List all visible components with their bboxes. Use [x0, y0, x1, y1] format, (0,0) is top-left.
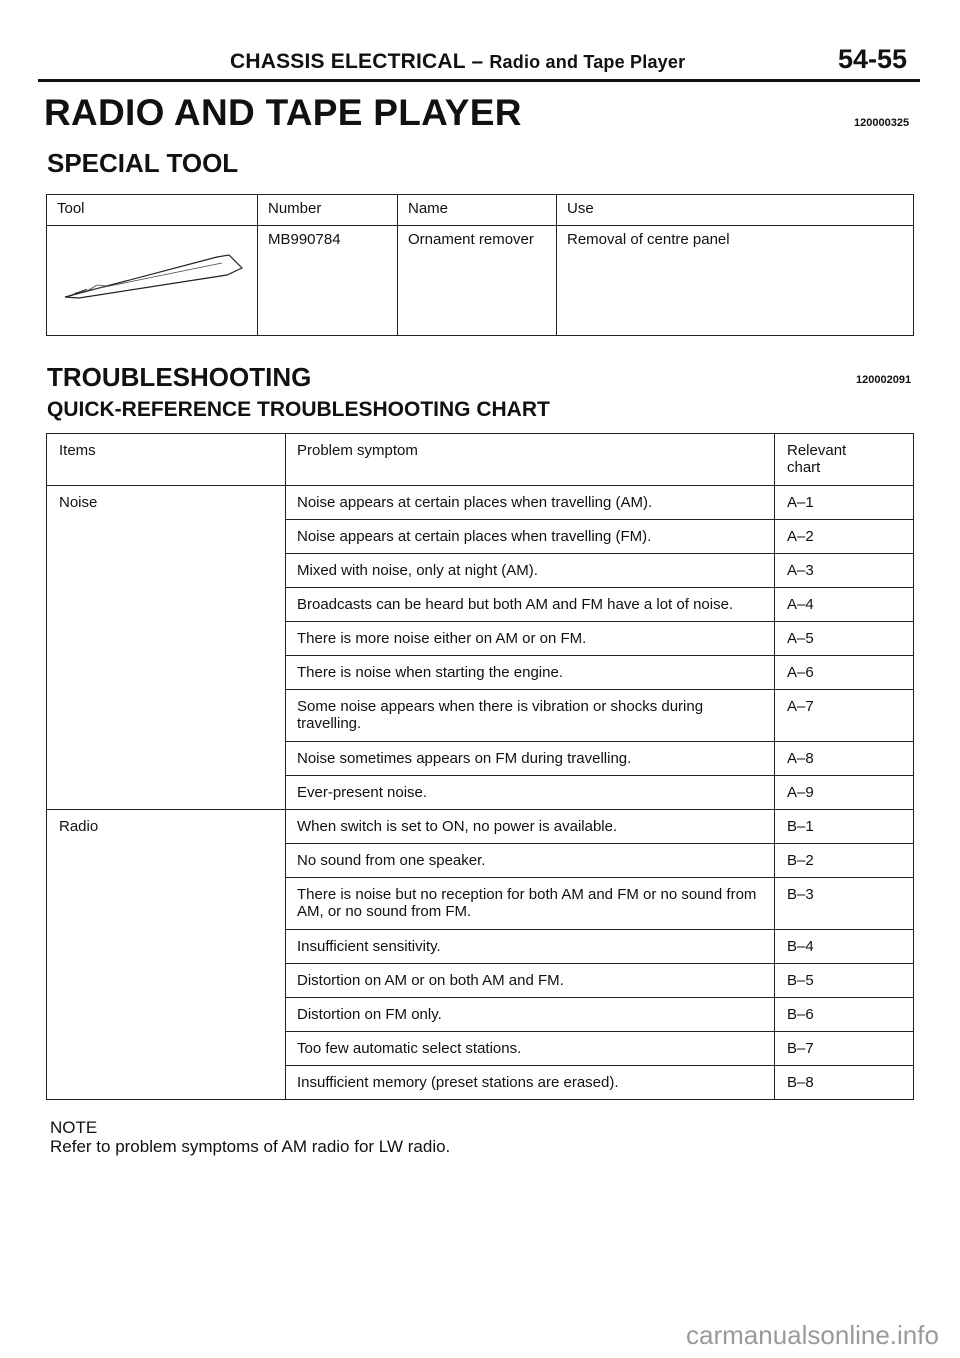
title-code: 120000325 [854, 117, 910, 129]
troubleshooting-header-row [47, 434, 914, 486]
chart-heading: QUICK-REFERENCE TROUBLESHOOTING CHART [47, 398, 550, 421]
chart-ref-cell: B–2 [775, 844, 914, 878]
troubleshooting-code: 120002091 [856, 374, 912, 386]
chart-ref-cell: B–4 [775, 930, 914, 964]
col-relevant-chart: Relevant chart [775, 434, 914, 486]
note-text: Refer to problem symptoms of AM radio for LW radio. [50, 1137, 451, 1156]
symptom-cell: Mixed with noise, only at night (AM). [286, 554, 775, 588]
item-cell: Noise [47, 486, 286, 810]
col-use: Use [557, 195, 914, 226]
chart-ref-cell: A–4 [775, 588, 914, 622]
chart-ref-cell: A–6 [775, 656, 914, 690]
chart-ref-cell: A–5 [775, 622, 914, 656]
col-name: Name [398, 195, 557, 226]
symptom-cell: Distortion on FM only. [286, 998, 775, 1032]
symptom-cell: Some noise appears when there is vibration or shocks during travelling. [286, 690, 775, 742]
chart-ref-cell: A–2 [775, 520, 914, 554]
special-tool-row [47, 226, 914, 336]
symptom-cell: There is more noise either on AM or on FM. [286, 622, 775, 656]
special-tool-heading: SPECIAL TOOL [47, 148, 239, 178]
chart-ref-cell: B–3 [775, 878, 914, 930]
header-title [230, 50, 685, 74]
troubleshooting-table [46, 433, 914, 1100]
symptom-cell: There is noise but no reception for both AM and FM or no sound from AM, or no sound from FM. [286, 878, 775, 930]
item-cell: Radio [47, 810, 286, 1100]
tool-use: Removal of centre panel [557, 226, 914, 336]
symptom-cell: When switch is set to ON, no power is available. [286, 810, 775, 844]
special-tool-header-row [47, 195, 914, 226]
symptom-cell: Broadcasts can be heard but both AM and FM have a lot of noise. [286, 588, 775, 622]
table-row [47, 486, 914, 520]
tool-name: Ornament remover [398, 226, 557, 336]
troubleshooting-heading: TROUBLESHOOTING [47, 362, 312, 392]
note-label: NOTE [50, 1118, 98, 1137]
watermark: carmanualsonline.info [686, 1320, 939, 1350]
tool-illustration-cell [47, 226, 258, 336]
ornament-remover-icon [57, 231, 247, 311]
tool-number: MB990784 [258, 226, 398, 336]
page-title: RADIO AND TAPE PLAYER [44, 92, 522, 133]
chart-ref-cell: A–1 [775, 486, 914, 520]
chart-ref-cell: B–7 [775, 1032, 914, 1066]
chart-ref-cell: B–5 [775, 964, 914, 998]
symptom-cell: Distortion on AM or on both AM and FM. [286, 964, 775, 998]
symptom-cell: Noise appears at certain places when travelling (AM). [286, 486, 775, 520]
symptom-cell: Insufficient sensitivity. [286, 930, 775, 964]
symptom-cell: Too few automatic select stations. [286, 1032, 775, 1066]
symptom-cell: Insufficient memory (preset stations are erased). [286, 1066, 775, 1100]
special-tool-table [46, 194, 914, 336]
header-dash: – [465, 50, 490, 73]
chart-ref-cell: A–9 [775, 776, 914, 810]
col-tool: Tool [47, 195, 258, 226]
symptom-cell: Noise appears at certain places when travelling (FM). [286, 520, 775, 554]
chart-ref-cell: A–3 [775, 554, 914, 588]
header-section-b: Radio and Tape Player [489, 52, 686, 72]
symptom-cell: Ever-present noise. [286, 776, 775, 810]
symptom-cell: There is noise when starting the engine. [286, 656, 775, 690]
page-number: 54-55 [838, 44, 908, 74]
symptom-cell: Noise sometimes appears on FM during travelling. [286, 742, 775, 776]
chart-ref-cell: B–1 [775, 810, 914, 844]
col-items: Items [47, 434, 286, 486]
chart-ref-cell: B–6 [775, 998, 914, 1032]
header-section-a: CHASSIS ELECTRICAL [230, 50, 466, 73]
symptom-cell: No sound from one speaker. [286, 844, 775, 878]
chart-ref-cell: A–8 [775, 742, 914, 776]
chart-ref-cell: B–8 [775, 1066, 914, 1100]
table-row [47, 810, 914, 844]
header-rule [38, 79, 920, 82]
col-problem-symptom: Problem symptom [286, 434, 775, 486]
col-number: Number [258, 195, 398, 226]
note [50, 1118, 450, 1156]
chart-ref-cell: A–7 [775, 690, 914, 742]
